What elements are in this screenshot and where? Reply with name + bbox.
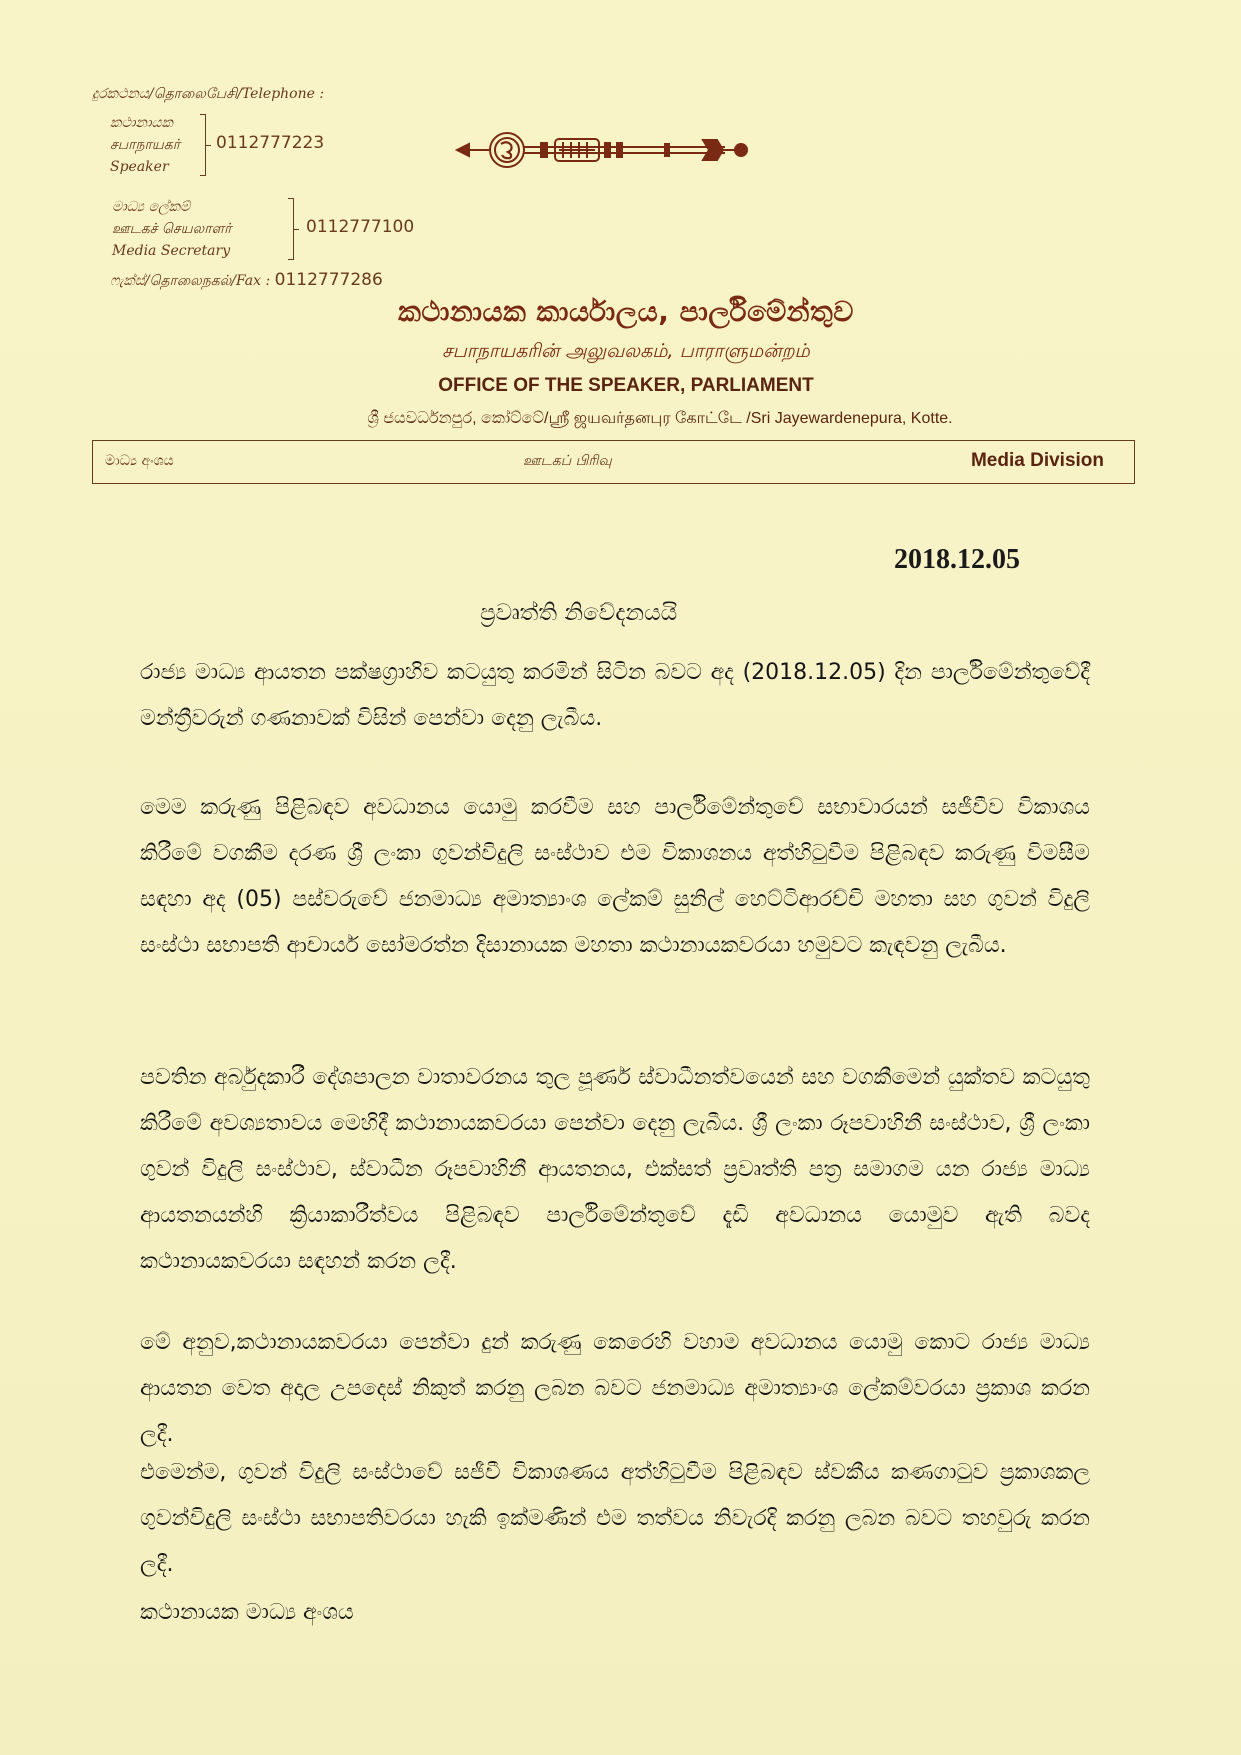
speaker-contact bbox=[110, 112, 410, 182]
paragraph-2: මෙම කරුණු පිළිබඳව අවධානය යොමු කරවීම සහ පාර්ලිමේන්තුවේ සභාවාරයන් සජීවීව විකාශය කිරීමේ වගකීම දරණ ශ්‍රී ලංකා ගුවන්විදුලි සංස්ථාව එම විකාශනය අත්හිටුවීම පිළිබඳව කරුණු විමසීම සඳහා අද (05) පස්වරුවේ ජනමාධ්‍ය අමාත්‍යාංශ ලේකම් සුනිල් හෙට්ටිආරච්චි මහතා සහ ගුවන් විදුලි සංස්ථා සභාපති ආචාර්ය සෝමරත්න දිසානායක මහතා කථානායකවරයා හමුවට කැඳවනු ලැබීය. bbox=[140, 795, 1090, 958]
fax-line bbox=[110, 270, 383, 291]
office-address: ශ්‍රී ජයවර්ධනපුර, කෝට්ටේ/ஸ்ரீ ஜயவர்தனபுர கோட்டே /Sri Jayewardenepura, Kotte. bbox=[367, 410, 953, 427]
paragraph-4: මේ අනුව,කථානායකවරයා පෙන්වා දුන් කරුණු කෙරෙහි වහාම අවධානය යොමු කොට රාජ්‍ය මාධ්‍ය ආයතන වෙත අදාල උපදෙස් නිකුත් කරනු ලබන බවට ජනමාධ්‍ය අමාත්‍යාංශ ලේකම්වරයා ප්‍රකාශ කරන ලදී. bbox=[140, 1330, 1090, 1447]
division-label-sinhala: මාධ්‍ය අංශය bbox=[105, 453, 174, 469]
parliament-mace-icon bbox=[455, 128, 755, 172]
office-title-english: OFFICE OF THE SPEAKER, PARLIAMENT bbox=[438, 375, 814, 396]
media-secretary-label-ta: ஊடகச் செயலாளர் bbox=[112, 221, 232, 237]
telephone-caption: දුරකථනය/தொலைபேசி/Telephone : bbox=[92, 86, 325, 102]
signoff: කථානායක මාධ්‍ය අංශය bbox=[140, 1600, 354, 1625]
speaker-brace bbox=[200, 114, 206, 176]
speaker-phone-number: 0112777223 bbox=[216, 133, 325, 153]
office-title-sinhala: කථානායක කාර්යාලය, පාර්ලිමේන්තුව bbox=[398, 295, 854, 328]
release-date: 2018.12.05 bbox=[894, 544, 1020, 575]
media-secretary-contact bbox=[112, 196, 452, 266]
paragraph-5: එමෙන්ම, ගුවන් විදුලි සංස්ථාවේ සජීවී විකාශණය අත්හිටුවීම පිළිබඳව ස්වකීය කණගාටුව ප්‍රකාශකල ගුවන්විදුලි සංස්ථා සභාපතිවරයා හැකි ඉක්මණින් එම තත්වය නිවැරදි කරනු ලබන බවට තහවුරු කරන ලදී. bbox=[140, 1460, 1090, 1577]
fax-number: 0112777286 bbox=[274, 270, 383, 290]
speaker-labels bbox=[110, 112, 180, 178]
speaker-label-en: Speaker bbox=[110, 159, 169, 175]
division-label-tamil: ஊடகப் பிரிவு bbox=[523, 453, 612, 469]
speaker-label-ta: சபாநாயகர் bbox=[110, 137, 181, 153]
office-title-tamil: சபாநாயகரின் அலுவலகம், பாராளுமன்றம் bbox=[442, 340, 810, 362]
speaker-label-si: කථානායක bbox=[110, 115, 173, 131]
paragraph-3: පවතින අර්බුදකාරී දේශපාලන වාතාවරනය තුල පූර්ණ ස්වාධීනත්වයෙන් සහ වගකීමෙන් යුක්තව කටයුතු කිරීමේ අවශ්‍යතාවය මෙහිදී කථානායකවරයා පෙන්වා දෙනු ලැබීය. ශ්‍රී ලංකා රූපවාහිනී සංස්ථාව, ශ්‍රී ලංකා ගුවන් විදුලි සංස්ථාව, ස්වාධීන රූපවාහිනී ආයතනය, එක්සත් ප්‍රවෘත්ති පත්‍ර සමාගම යන රාජ්‍ය මාධ්‍ය ආයතනයන්හි ක්‍රියාකාරීත්වය පිළිබඳව පාර්ලිමේන්තුවේ දැඩි අවධානය යොමුව ඇති බවද කථානායකවරයා සඳහන් කරන ලදී. bbox=[140, 1065, 1090, 1274]
media-secretary-label-si: මාධ්‍ය ලේකම් bbox=[112, 199, 191, 215]
fax-caption: ෆැක්ස්/தொலைநகல்/Fax : bbox=[110, 273, 271, 289]
division-label-english: Media Division bbox=[970, 450, 1104, 471]
release-title: ප්‍රවෘත්ති නිවේදනයයි bbox=[480, 600, 678, 626]
media-secretary-label-en: Media Secretary bbox=[112, 243, 231, 259]
paragraph-1: රාජ්‍ය මාධ්‍ය ආයතන පක්ෂග්‍රාහිව කටයුතු කරමින් සිටින බවට අද (2018.12.05) දින පාර්ලිමේන්තුවේදී මන්ත්‍රීවරුන් ගණනාවක් විසින් පෙන්වා දෙනු ලැබීය. bbox=[140, 660, 1090, 731]
media-secretary-brace bbox=[288, 198, 294, 260]
media-secretary-phone-number: 0112777100 bbox=[306, 217, 415, 237]
media-division-box bbox=[92, 440, 1135, 484]
letterhead-contacts bbox=[0, 0, 480, 300]
media-secretary-labels bbox=[112, 196, 231, 262]
